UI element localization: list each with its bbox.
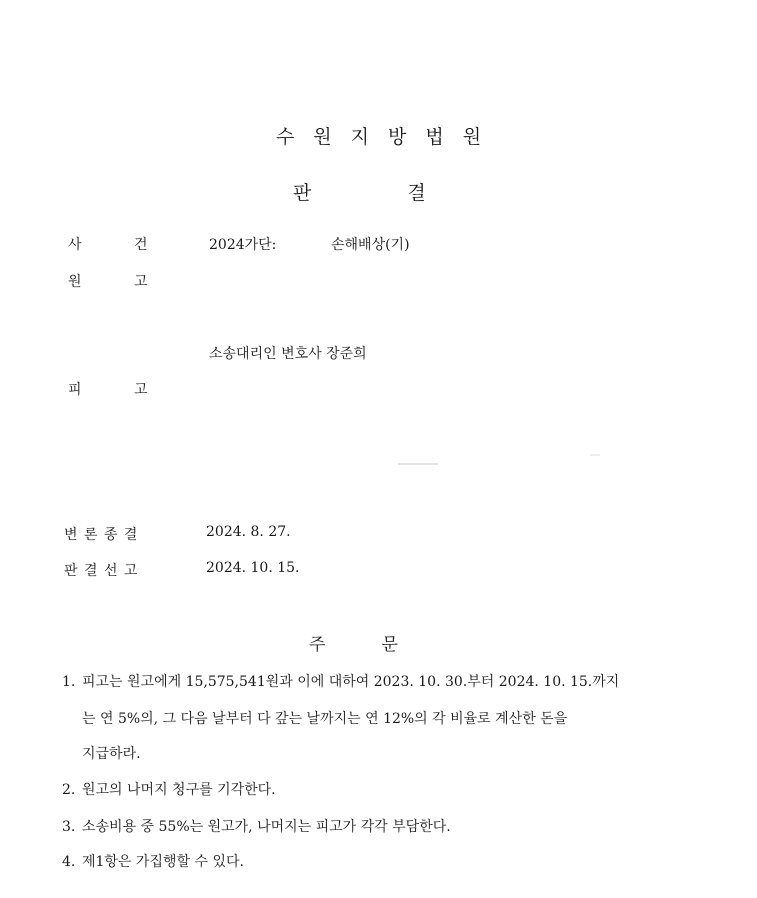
order-number: 2.	[62, 782, 76, 798]
order-number: 3.	[62, 819, 76, 835]
judgment-date: 2024. 10. 15.	[206, 560, 300, 576]
plaintiff-attorney: 소송대리인 변호사 장준희	[209, 346, 367, 362]
judgment-date-label: 판 결 선 고	[64, 563, 139, 579]
order-title	[309, 630, 398, 655]
order-title-left: 주	[309, 635, 326, 655]
order-line: 제1항은 가집행할 수 있다.	[82, 854, 244, 870]
plaintiff-label-a: 원	[68, 274, 82, 290]
defendant-label-a: 피	[68, 382, 82, 398]
order-item	[62, 851, 244, 871]
document-title-left: 판	[293, 182, 312, 204]
order-number: 4.	[62, 854, 76, 870]
order-line: 원고의 나머지 청구를 기각한다.	[82, 782, 276, 798]
order-line: 지급하라.	[82, 746, 141, 762]
document-title-right: 결	[407, 182, 426, 204]
case-label-a: 사	[68, 237, 82, 253]
order-title-right: 문	[381, 635, 398, 655]
defendant-label-b: 고	[134, 382, 148, 398]
plaintiff-label-b: 고	[134, 274, 148, 290]
closing-argument-date: 2024. 8. 27.	[206, 524, 291, 540]
redaction-speck	[590, 454, 600, 456]
case-number: 2024가단:	[209, 237, 277, 253]
document-title	[293, 178, 426, 205]
order-item	[62, 671, 619, 691]
order-item	[62, 816, 451, 836]
order-line: 소송비용 중 55%는 원고가, 나머지는 피고가 각각 부담한다.	[82, 819, 451, 835]
redaction-speck	[398, 463, 438, 465]
case-name: 손해배상(기)	[331, 237, 410, 253]
order-item	[62, 779, 276, 799]
order-number: 1.	[62, 674, 76, 690]
case-label-b: 건	[134, 237, 148, 253]
order-line: 는 연 5%의, 그 다음 날부터 다 갚는 날까지는 연 12%의 각 비율로 계산한 돈을	[82, 711, 568, 727]
closing-argument-label: 변 론 종 결	[64, 527, 139, 543]
court-name: 수원지방법원	[275, 126, 501, 148]
order-line: 피고는 원고에게 15,575,541원과 이에 대하여 2023. 10. 30.부터 2024. 10. 15.까지	[82, 674, 620, 690]
